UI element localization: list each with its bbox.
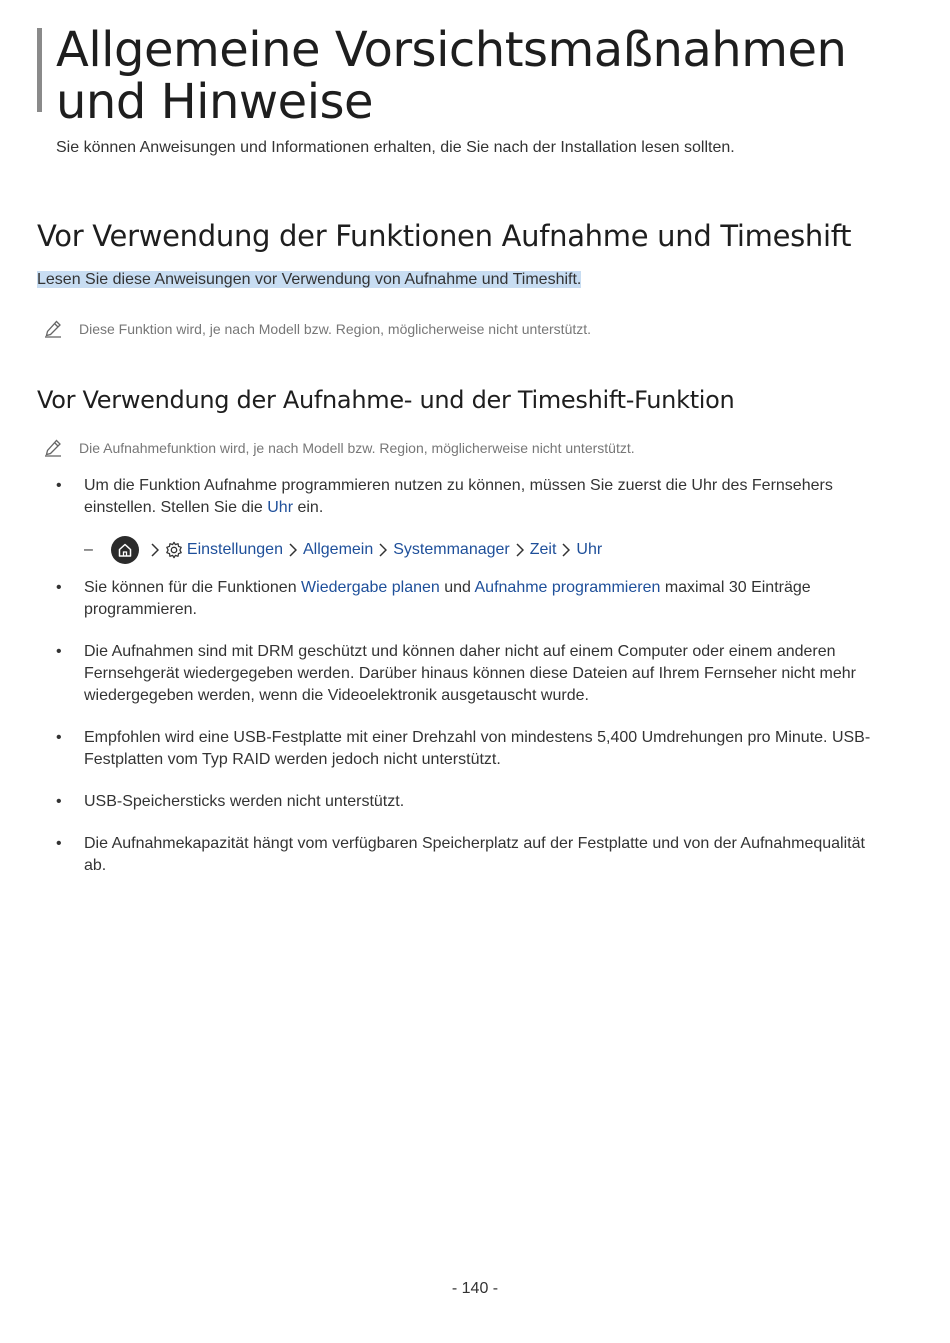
bullet-dot: •	[56, 643, 62, 660]
path-dash: –	[84, 541, 93, 558]
bullet-dot: •	[56, 793, 62, 810]
section-heading: Vor Verwendung der Funktionen Aufnahme und Timeshift	[37, 219, 852, 253]
page-title: Allgemeine Vorsichtsmaßnahmen und Hinweise	[56, 22, 847, 130]
pencil-icon	[44, 320, 62, 338]
list-item-text-part: und	[439, 579, 475, 596]
subsection-note	[44, 439, 635, 457]
list-item	[56, 791, 876, 813]
chevron-right-icon	[151, 543, 159, 557]
path-item-zeit[interactable]: Zeit	[529, 541, 557, 558]
list-item-text-part: Um die Funktion Aufnahme programmieren nutzen zu können, müssen Sie zuerst die Uhr des Fernsehers einstellen. Stellen Sie die	[84, 477, 833, 516]
home-icon	[111, 536, 139, 564]
subsection-note-text: Die Aufnahmefunktion wird, je nach Modell bzw. Region, möglicherweise nicht unterstützt.	[79, 440, 635, 456]
list-item	[56, 475, 876, 519]
list-item	[56, 727, 876, 771]
bullet-dot: •	[56, 477, 62, 494]
gear-icon	[165, 541, 183, 559]
link-uhr[interactable]: Uhr	[267, 499, 294, 516]
subsection-heading: Vor Verwendung der Aufnahme- und der Timeshift-Funktion	[37, 386, 735, 414]
page-number: - 140 -	[451, 1280, 499, 1297]
link-wiedergabe-planen[interactable]: Wiedergabe planen	[301, 579, 440, 596]
section-lead-text: Lesen Sie diese Anweisungen vor Verwendung von Aufnahme und Timeshift.	[37, 271, 582, 288]
pencil-icon	[44, 439, 62, 457]
list-item-text	[84, 577, 876, 621]
chevron-right-icon	[379, 543, 387, 557]
menu-path	[84, 536, 602, 564]
list-item	[56, 577, 876, 621]
list-item-text-part: ein.	[293, 499, 324, 516]
list-item-text: Die Aufnahmen sind mit DRM geschützt und können daher nicht auf einem Computer oder einem anderen Fernsehgerät wiedergegeben werden. Darüber hinaus können diese Dateien auf Ihrem Fernseher nicht mehr wiedergegeben werden, wenn die Videoelektronik ausgetauscht wurde.	[84, 643, 857, 704]
section-note-text: Diese Funktion wird, je nach Modell bzw. Region, möglicherweise nicht unterstützt.	[79, 321, 592, 337]
path-item-uhr[interactable]: Uhr	[576, 541, 603, 558]
page-subtitle: Sie können Anweisungen und Informationen erhalten, die Sie nach der Installation lesen sollten.	[56, 139, 735, 156]
chevron-right-icon	[562, 543, 570, 557]
bullet-dot: •	[56, 729, 62, 746]
list-item-text: Empfohlen wird eine USB-Festplatte mit einer Drehzahl von mindestens 5,400 Umdrehungen pro Minute. USB-Festplatten vom Typ RAID werden jedoch nicht unterstützt.	[84, 729, 871, 768]
link-aufnahme-programmieren[interactable]: Aufnahme programmieren	[474, 579, 661, 596]
list-item-text-part: maximal 30 Einträge programmieren.	[84, 579, 811, 618]
section-lead	[37, 271, 581, 289]
list-item-text	[84, 475, 876, 519]
bullet-dot: •	[56, 835, 62, 852]
path-item-systemmanager[interactable]: Systemmanager	[393, 541, 510, 558]
chevron-right-icon	[289, 543, 297, 557]
chevron-right-icon	[516, 543, 524, 557]
list-item-text: USB-Speichersticks werden nicht unterstützt.	[84, 793, 405, 810]
title-block	[37, 24, 917, 128]
path-item-allgemein[interactable]: Allgemein	[302, 541, 374, 558]
section-note	[44, 320, 591, 338]
list-item	[56, 833, 876, 877]
title-accent-bar	[37, 28, 42, 112]
list-item-text-part: Sie können für die Funktionen	[84, 579, 302, 596]
list-item-text: Die Aufnahmekapazität hängt vom verfügbaren Speicherplatz auf der Festplatte und von der Aufnahmequalität ab.	[84, 835, 865, 874]
bullet-dot: •	[56, 579, 62, 596]
path-item-einstellungen[interactable]: Einstellungen	[186, 541, 283, 558]
list-item	[56, 641, 876, 707]
